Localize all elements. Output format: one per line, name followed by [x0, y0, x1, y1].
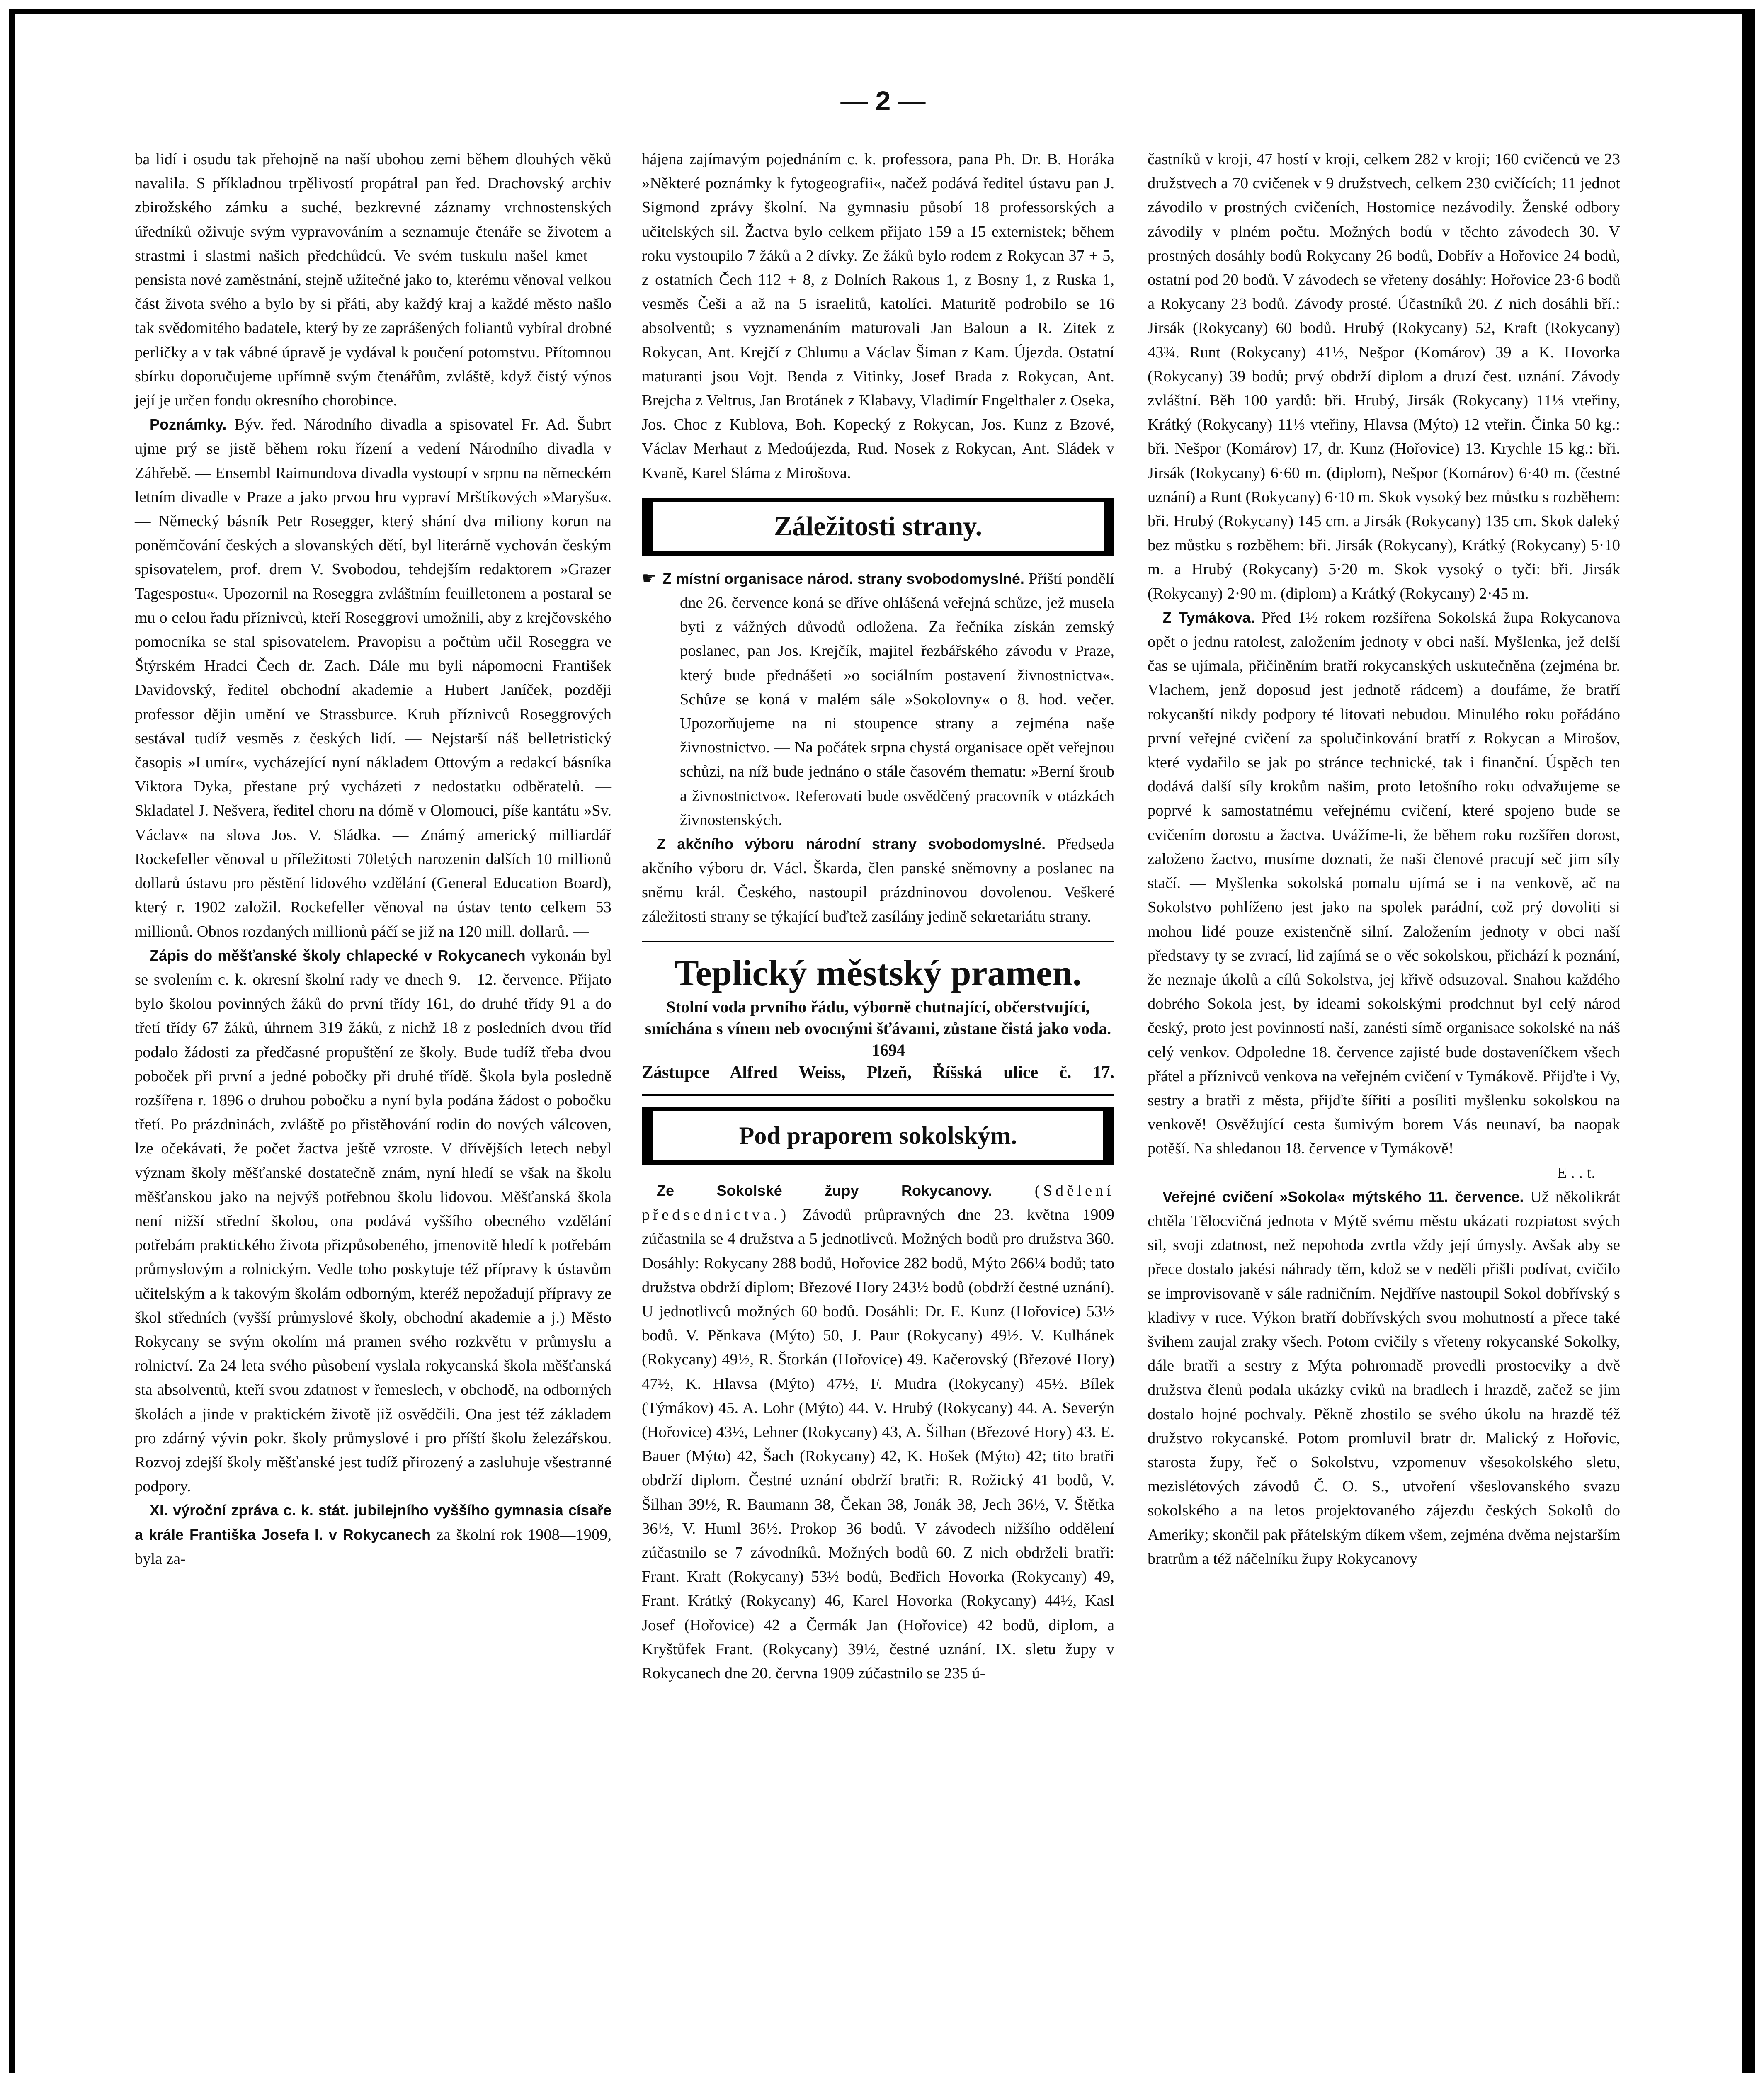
col1-p4-lead: XI. výroční zpráva c. k. stát. jubilejního vyššího gymnasia císaře a krále Františka Josefa I. v Rokycanech: [135, 1502, 611, 1543]
col2-paragraph-1: hájena zajímavým pojednáním c. k. professora, pana Ph. Dr. B. Horáka »Některé poznámky k fytogeografii«, načež podává ředitel ústavu pan J. Sigmond zprávy školní. Na gymnasiu působí 18 professorských a učitelských sil. Žactva bylo celkem přijato 159 a 15 externistek; během roku vystoupilo 7 žáků a 2 dívky. Ze žáků bylo rodem z Rokycan 37 + 5, z ostatních Čech 112 + 8, z Dolních Rakous 1, z Bosny 1, z Ruska 1, vesměs Češi a až na 5 israelitů, katolíci. Maturitě podrobilo se 16 absolventů; s vyznamenáním maturovali Jan Baloun a R. Zitek z Rokycan, Ant. Krejčí z Chlumu a Václav Šiman z Kam. Újezda. Ostatní maturanti jsou Vojt. Benda z Vitinky, Josef Brada z Rokycan, Ant. Brejcha z Veltrus, Jan Brotánek z Klabavy, Vladimír Engelthaler z Oseka, Jos. Choc z Kublova, Boh. Kopecký z Rokycan, Jos. Kunz z Bzové, Václav Merhaut z Medoújezda, Rud. Nosek z Rokycan, Ant. Sládek v Kvaně, Karel Sláma z Mirošova.: [642, 150, 1114, 482]
col3-p2-lead: Z Tymákova.: [1162, 609, 1255, 626]
party-p1-text: Příští pondělí dne 26. července koná se dříve ohlášená veřejná schůze, jež musela byti z vážných důvodů odložena. Za řečníka získán zemský poslanec, pan Jos. Krejčík, majitel řezbářského závodu v Praze, který bude přednášeti »o sociálním postavení živnostnictva«. Schůze se koná v malém sále »Sokolovny« o 8. hod. večer. Upozorňujeme na ni stoupence strany a zejména naše živnostnictvo. — Na počátek srpna chystá organisace opět veřejnou schůzi, na níž bude jednáno o stále časovém thematu: »Berní šroub a živnostnictvo«. Referovati bude osvědčený pracovník v otázkách živnostenských.: [680, 570, 1114, 829]
advertisement: [642, 941, 1114, 1096]
col1-p3-text: vykonán byl se svolením c. k. okresní školní rady ve dnech 9.—12. července. Přijato bylo školou povinných žáků do první třídy 161, do druhé třídy 91 a do třetí třídy 67 žáků, úhrnem 319 žáků, z nichž 18 z posledních dvou tříd podalo žádosti za předčasné propuštění ze školy. Bude tudíž třeba dvou poboček při první a jedné pobočky při druhé třídě. Škola byla posledně rozšířena r. 1896 o druhou pobočku a nyní byla podána žádost o pobočku třetí. Po prázdninách, zvláště po přistěhování rodin do nových válcoven, lze očekávati, že počet žactva ještě vzroste. V dřívějších letech nebyl význam školy měšťanské dostatečně znám, nyní hledí se však na školu měšťanskou jako na nejvýš potřebnou školu lidovou. Měšťanská škola není nižší střední školou, ona podává vyššího obecného vzdělání potřebám praktického života přizpůsobeného, jmenovitě hledí k potřebám průmyslovým a rolnickým. Vedle toho poskytuje též přípravy k ústavům učitelským a k takovým školám odborným, kteréž nepožadují přípravy ze škol středních (vyšší průmyslové školy, obchodní akademie a j.) Město Rokycany se svým okolím má pramen svého rozkvětu v průmyslu a rolnictví. Za 24 leta svého působení vyslala rokycanská škola měšťanská sta absolventů, kteří svou zdatnost v řemeslech, v obchodě, na odborných školách a jinde v praktickém životě již osvědčili. Ona jest též základem pro zdárný vývin pokr. školy průmyslové i pro příští školu železářskou. Rozvoj zdejší školy měšťanské jest tudíž přirozený a zasluhuje všestranné podpory.: [135, 947, 612, 1495]
ad-title: Teplický městský pramen.: [675, 953, 1082, 993]
sokol-paragraph: [642, 1179, 1114, 1685]
section-title-sokol: Pod praporem sokolským.: [739, 1121, 1017, 1149]
party-paragraph-1: [642, 566, 1114, 832]
section-header-sokol: [642, 1107, 1114, 1165]
col1-paragraph-2: [135, 413, 611, 943]
col3-paragraph-2: [1148, 606, 1620, 1161]
party-section: [642, 566, 1114, 929]
col3-signature: E . . t.: [1557, 1164, 1595, 1182]
section-header-party: [642, 498, 1114, 556]
column-2: [642, 147, 1114, 1685]
col1-paragraph-4: [135, 1498, 611, 1571]
sokol-lead: Ze Sokolské župy Rokycanovy.: [657, 1182, 992, 1199]
col3-p2-text: Před 1½ rokem rozšířena Sokolská župa Rokycanova opět o jednu ratolest, založením jednoty v obci naší. Myšlenka, jež delší čas se ujímala, přičiněním bratří rokycanských uskutečněna (zejména br. Vlachem, jenž doposud jest jednotě rádcem) a doufáme, že bratří rokycanští nikdy podpory té litovati nebudou. Minulého roku pořádáno první veřejné cvičení za spolučinkování bratří z Rokycan a Mirošov, které vydařilo se jak po stránce technické, tak i finanční. Úspěch ten dodává další síly krokům našim, proto letošního roku odvažujeme se poprvé k samostatnému veřejnému cvičení, které spojeno bude se cvičením dorostu a žactva. Uvážíme-li, že během roku rozšířen dorost, založeno žactvo, musíme doznati, že naši členové pracují seč jim síly stačí. — Myšlenka sokolská pomalu ujímá se i na venkově, ač na Sokolstvo pohlíženo jest jako na spolek parádní, což prý dovoliti si mohou lidé pouze existenčně silní. Založením jednoty v obci naší představy ty se zvrací, lid zajímá se o věc sokolskou, přichází k poznání, že neznaje úkolů a cílů Sokolstva, jej křivě odsuzoval. Snahou každého dobrého Sokola jest, by ideami sokolskými prodchnut byl celý národ český, proto jest povinností naší, zanésti símě organisace sokolské na náš celý venkov. Odpoledne 18. července zajisté bude dostaveníčkem všech přátel a příznivců venkova na veřejném cvičení v Tymákově. Přijďte i Vy, sestry a bratři z města, přijďte šířiti a posíliti myšlenku sokolskou na venkově! Osvěžující cesta šumivým borem Vás neunaví, ba naopak potěší. Na shledanou 18. července v Tymákově!: [1148, 609, 1621, 1158]
pointing-hand-icon: ☛: [642, 568, 657, 588]
col1-p4-text: za školní rok 1908—1909, byla za-: [135, 1526, 611, 1568]
party-p1-lead: Z místní organisace národ. strany svobodomyslné.: [662, 570, 1024, 587]
sokol-text: Závodů průpravných dne 23. května 1909 zúčastnila se 4 družstva a 5 jednotlivců. Možných bodů pro družstva 360. Dosáhly: Rokycany 288 bodů, Hořovice 282 bodů, Mýto 266¼ bodů; tato družstva obdrží diplom; Březové Hory 243½ bodů (obdrží čestné uznání). U jednotlivců možných 60 bodů. Dosáhli: Dr. E. Kunz (Hořovice) 53½ bodů. V. Pěnkava (Mýto) 50, J. Paur (Rokycany) 49½. V. Kulhánek (Rokycany) 49½, R. Štorkán (Hořovice) 49. Kačerovský (Březové Hory) 47½, K. Hlavsa (Mýto) 47½, F. Mudra (Rokycany) 45½. Bílek (Týmákov) 45. A. Lohr (Mýto) 44. V. Hrubý (Rokycany) 44. A. Severýn (Hořovice) 43½, Lehner (Rokycany) 43, A. Šilhan (Březové Hory) 43. E. Bauer (Mýto) 42, Šach (Rokycany) 42, K. Hošek (Mýto) 42; tito bratři obdrží diplom. Čestné uznání obdrží bratři: R. Rožický 41 bodů, V. Šilhan 39½, R. Baumann 38, Čekan 38, Jonák 38, Jech 36½, V. Štětka 36½, V. Huml 36½. Prokop 36 bodů. V závodech nižšího oddělení zúčastnilo se 7 závodníků. Možných bodů 60. Z nich obdrželi bratři: Frant. Kraft (Rokycany) 53½ bodů, Bedřich Hovorka (Rokycany) 49, Frant. Krátký (Rokycany) 46, Karel Hovorka (Rokycany) 44½, Kasl Josef (Hořovice) 42 a Čermák Jan (Hořovice) 42 bodů, diplom, a Kryštůfek Frant. (Rokycany) 39½, čestné uznání. IX. sletu župy v Rokycanech dne 20. června 1909 zúčastnilo se 235 ú-: [642, 1206, 1114, 1682]
column-3: [1148, 147, 1620, 1571]
ad-text: [642, 996, 1114, 1061]
ad-contact: Zástupce Alfred Weiss, Plzeň, Říšská ulice č. 17.: [642, 1063, 1114, 1082]
col1-paragraph-1: ba lidí i osudu tak přehojně na naší ubohou zemi během dlouhých věků navalila. S příkladnou trpělivostí propátral pan řed. Drachovský archiv zbirožského zámku a suché, bezkrevné záznamy vrchnostenských úředníků oživuje svým vypravováním a seznamuje čtenáře se životem a strastmi i slastmi našich předchůdců. Ve svém tuskulu našel kmet — pensista nové zaměstnání, stejně užitečné jako to, kterému věnoval velkou část života svého a bylo by si přáti, aby každý kraj a každé město našlo tak svědomitého badatele, který by ze zaprášených foliantů vybíral drobné perličky a v tak vábné úpravě je vydával k poučení potomstvu. Přítomnou sbírku doporučujeme upřímně svým čtenářům, zvláště, když čistý výnos její je určen fondu okresního chorobince.: [135, 150, 611, 410]
col3-p3-lead: Veřejné cvičení »Sokola« mýtského 11. července.: [1162, 1188, 1524, 1205]
col1-p2-text: Býv. řed. Národního divadla a spisovatel Fr. Ad. Šubrt ujme prý se jistě během roku řízení a vedení Národního divadla v Záhřebě. — Ensembl Raimundova divadla vystoupí v srpnu na německém letním divadle v Praze a jako prvou hru vypraví Mrštíkových »Maryšu«. — Německý básník Petr Rosegger, který shání dva miliony korun na poněmčování českých a slovanských dětí, byl literárně vychován českým spisovatelem, prof. drem V. Svobodou, tehdejším redaktorem »Grazer Tagespostu«. Upozornil na Roseggra zvláštním feuilletonem a postaral se mu o celou řadu příznivců, kteří Roseggrovi umožnili, aby z krejčovského pomocníka se stal spisovatelem. Pravopisu a počtům učil Roseggra ve Štýrském Hradci Čech dr. Zach. Dále mu byli nápomocni František Davidovský, ředitel obchodní akademie a Hubert Janíček, později professor dějin umění ve Strassburce. Kruh příznivců Roseggrových sestával tudíž vesměs z českých lidí. — Nejstarší náš belletristický časopis »Lumír«, vycházející nyní nákladem Ottovým a redakcí básníka Viktora Dyka, přestane prý vycházeti z nedostatku odběratelů. — Skladatel J. Nešvera, ředitel choru na dómě v Olomouci, píše kantátu »Sv. Václav« na slova Jos. V. Sládka. — Známý americký milliardář Rockefeller věnoval u příležitosti 70letých narozenin dalších 10 millionů dollarů ústavu pro pěstění lidového vzdělání (General Education Board), který r. 1902 založil. Rockefeller věnoval na ústav tento celkem 53 millionů. Obnos rozdaných millionů páčí se již na 120 mill. dollarů. —: [135, 416, 611, 940]
col3-paragraph-3: [1148, 1185, 1620, 1571]
sokol-sub: (Sdělení předsednictva.): [642, 1182, 1115, 1224]
column-1: [135, 147, 611, 1571]
section-title-party: Záležitosti strany.: [774, 511, 983, 541]
page-number: — 2 —: [840, 85, 926, 116]
col1-p3-lead: Zápis do měšťanské školy chlapecké v Rokycanech: [150, 947, 526, 964]
party-p2-lead: Z akčního výboru národní strany svobodomyslné.: [657, 835, 1046, 853]
col1-paragraph-3: [135, 944, 611, 1499]
col3-paragraph-1: častníků v kroji, 47 hostí v kroji, celkem 282 v kroji; 160 cvičenců ve 23 družstvech a 70 cvičenek v 9 družstvech, celkem 230 cvičících; 11 jednot závodilo v prostných cvičeních, Hostomice nezávodily. Ženské odbory závodily v plném počtu. Možných bodů v těchto závodech 30. V prostných dosáhly bodů Rokycany 26 bodů, Dobřív a Hořovice 24 bodů, ostatní pod 20 bodů. V závodech se vřeteny dosáhly: Hořovice 23·6 bodů a Rokycany 23 bodů. Závody prosté. Účastníků 20. Z nich dosáhli bří.: Jirsák (Rokycany) 60 bodů. Hrubý (Rokycany) 52, Kraft (Rokycany) 43¾. Runt (Rokycany) 41½, Nešpor (Komárov) 39 a K. Hovorka (Rokycany) 39 bodů; prvý obdrží diplom a druzí čest. uznání. Závody zvláštní. Běh 100 yardů: bři. Hrubý, Jirsák (Rokycany) 11⅓ vteřiny, Krátký (Rokycany) 11⅓ vteřiny, Hlavsa (Mýto) 12 vteřin. Činka 50 kg.: bři. Nešpor (Komárov) 17, dr. Kunz (Hořovice) 13. Krychle 15 kg.: bři. Jirsák (Rokycany) 6·60 m. (diplom), Nešpor (Komárov) 6·40 m. (čestné uznání) a Runt (Rokycany) 6·10 m. Skok vysoký bez můstku s rozběhem: bři. Hrubý (Rokycany) 145 cm. a Jirsák (Rokycany) 135 cm. Skok daleký bez můstku s rozběhem: bři. Jirsák (Rokycany), Krátký (Rokycany) 5·10 m. a Hrubý (Rokycany) 5·20 m. Skok vysoký o tyči: bři. Jirsák (Rokycany) 2·90 m. (diplom) a Krátký (Rokycany) 2·45 m.: [1148, 150, 1620, 602]
col3-p3-text: Už několikrát chtěla Tělocvičná jednota v Mýtě svému městu ukázati rozpiatost svých sil, svoji zdatnost, než nepohoda zvrtla vždy její úmysly. Avšak aby se přece dostalo jakési náhrady těm, kdož se v neděli přišli podívat, cvičilo se improvisovaně v sále radničním. Nejdříve nastoupil Sokol dobřívský s kladivy v ruce. Výkon bratří dobřívských svou mohutností a přece také švihem zaujal zraky všech. Potom cvičily s vřeteny rokycanské Sokolky, dále bratři a sestry z Mýta pohromadě provedli prostocviky a dvě družstva členů podala ukázky cviků na bradlech i hrazdě, začež se jim dostalo hojné pochvaly. Pěkně zhostilo se svého úkolu na hrazdě též družstvo rokycanské. Potom promluvil bratr dr. Malický z Hořovic, starosta župy, řeč o Sokolstvu, vzpomenuv všesokolského sletu, mezislétových závodů Č. O. S., utvoření všeslovanského svazu sokolského a na letos projektovaného zájezdu českých Sokolů do Ameriky; skončil pak přátelským díkem všem, zejména dvěma nejstarším bratrům a též náčelníku župy Rokycanovy: [1148, 1188, 1621, 1568]
col1-p2-lead: Poznámky.: [150, 416, 227, 433]
party-p2-text: Předseda akčního výboru dr. Václ. Škarda, člen panské sněmovny a poslanec na sněmu král. Českého, nastoupil prázdninovou dovolenou. Veškeré záležitosti strany se týkající buďtež zasílány jedině sekretariátu strany.: [642, 835, 1114, 925]
ad-code: 1694: [872, 1040, 905, 1059]
ad-description: Stolní voda prvního řádu, výborně chutnající, občerstvující, smíchána s vínem neb ovocnými šťávami, zůstane čistá jako voda.: [645, 997, 1111, 1038]
party-paragraph-2: [642, 832, 1114, 929]
